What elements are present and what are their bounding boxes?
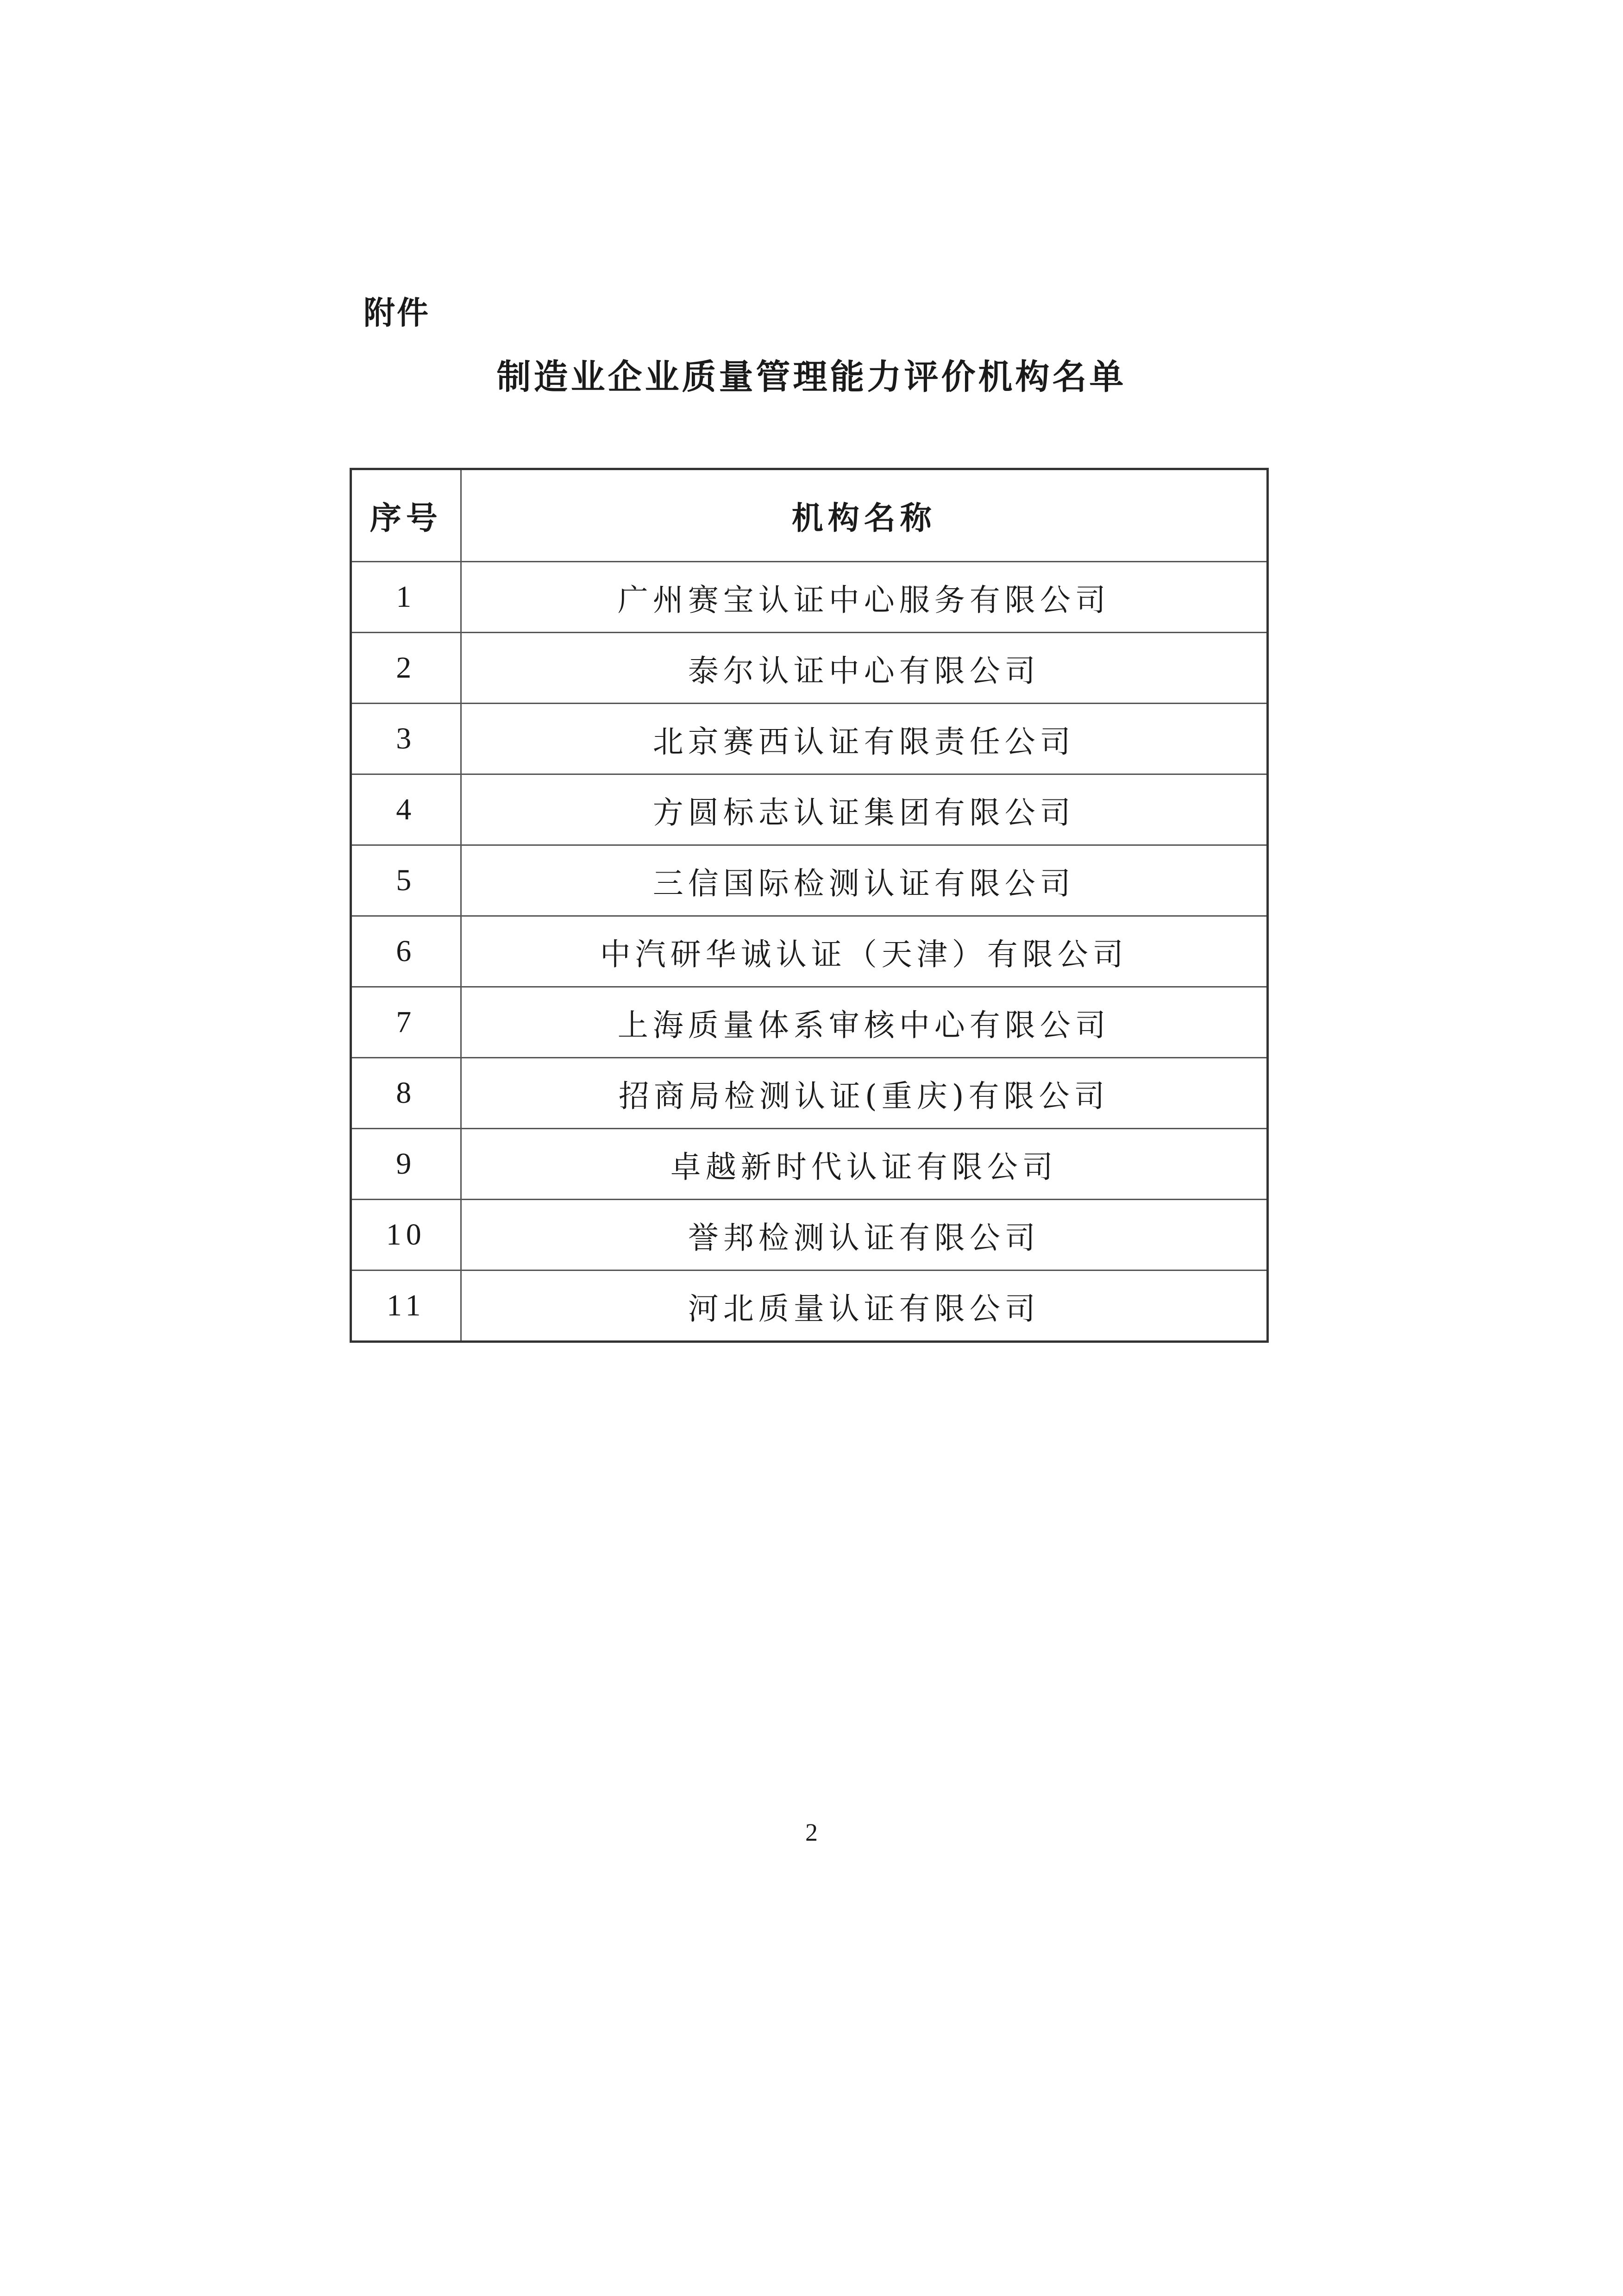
table-row — [351, 1271, 1268, 1342]
table-row — [351, 916, 1268, 987]
row-serial-number: 1 — [351, 562, 461, 633]
table-row — [351, 774, 1268, 845]
row-serial-number: 6 — [351, 916, 461, 987]
row-serial-number: 2 — [351, 633, 461, 704]
table-row — [351, 562, 1268, 633]
table-row — [351, 1129, 1268, 1200]
row-organization-name: 卓越新时代认证有限公司 — [461, 1129, 1267, 1200]
row-serial-number: 5 — [351, 845, 461, 916]
table-row — [351, 633, 1268, 704]
row-organization-name: 方圆标志认证集团有限公司 — [461, 774, 1267, 845]
row-serial-number: 7 — [351, 987, 461, 1058]
table-row — [351, 1058, 1268, 1129]
row-organization-name: 三信国际检测认证有限公司 — [461, 845, 1267, 916]
row-organization-name: 招商局检测认证(重庆)有限公司 — [461, 1058, 1267, 1129]
row-organization-name: 广州赛宝认证中心服务有限公司 — [461, 562, 1267, 633]
header-serial-number: 序号 — [351, 469, 461, 562]
row-organization-name: 中汽研华诚认证（天津）有限公司 — [461, 916, 1267, 987]
row-serial-number: 8 — [351, 1058, 461, 1129]
table-row — [351, 1200, 1268, 1271]
row-serial-number: 9 — [351, 1129, 461, 1200]
row-serial-number: 4 — [351, 774, 461, 845]
row-serial-number: 10 — [351, 1200, 461, 1271]
table-row — [351, 987, 1268, 1058]
row-organization-name: 誉邦检测认证有限公司 — [461, 1200, 1267, 1271]
document-title: 制造业企业质量管理能力评价机构名单 — [496, 357, 1127, 397]
row-organization-name: 泰尔认证中心有限公司 — [461, 633, 1267, 704]
row-serial-number: 11 — [351, 1271, 461, 1342]
table-row — [351, 704, 1268, 774]
row-organization-name: 上海质量体系审核中心有限公司 — [461, 987, 1267, 1058]
table-header-row — [351, 469, 1268, 562]
table-row — [351, 845, 1268, 916]
attachment-label: 附件 — [363, 295, 431, 332]
row-organization-name: 河北质量认证有限公司 — [461, 1271, 1267, 1342]
organization-table — [350, 468, 1269, 1343]
page-number: 2 — [805, 1818, 818, 1846]
row-serial-number: 3 — [351, 704, 461, 774]
row-organization-name: 北京赛西认证有限责任公司 — [461, 704, 1267, 774]
header-organization-name: 机构名称 — [461, 469, 1267, 562]
